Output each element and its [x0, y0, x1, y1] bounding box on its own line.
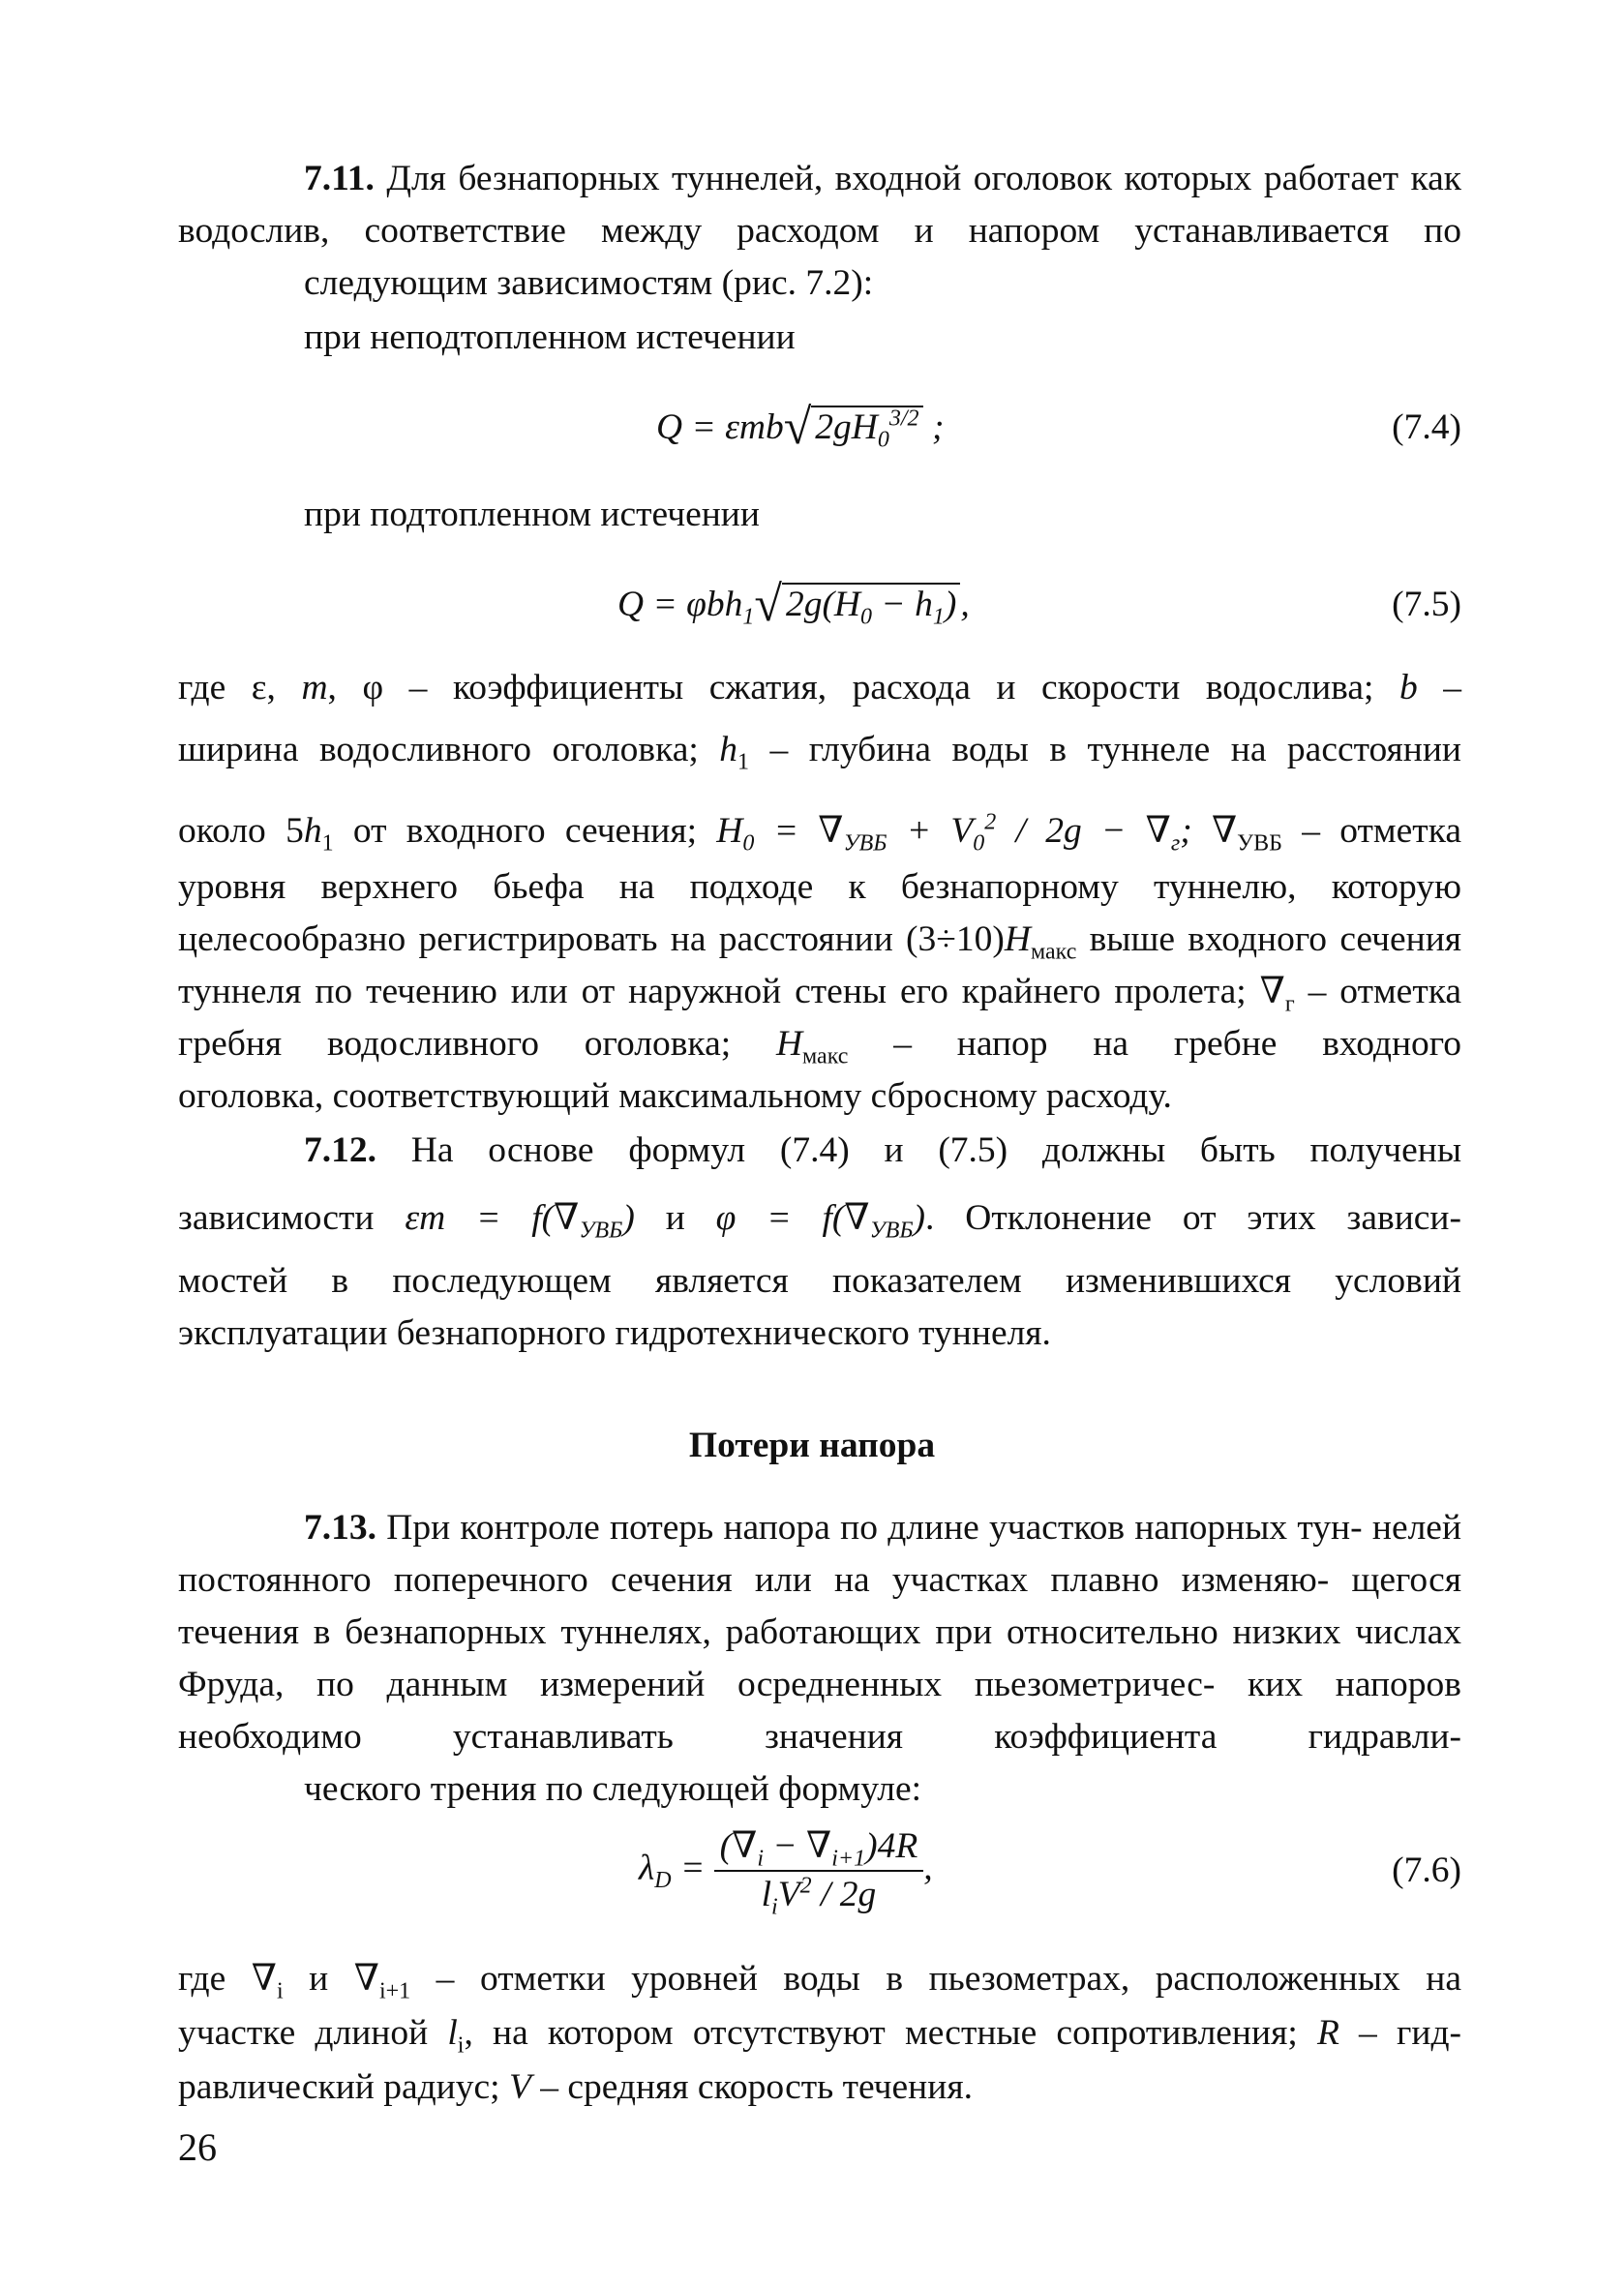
- inline-formula-h0: $H_0 = \nabla_{УВБ} + V_0^2 / 2g - \nabla_г$;: [716, 809, 1192, 857]
- text-line: нелей постоянного поперечного сечения или на участках плавно изменяю-: [178, 1508, 1462, 1600]
- inline-formula-em: $\varepsilon m = f(\nabla_{УВБ})$: [405, 1198, 635, 1244]
- where-clause-continuation: [178, 861, 1461, 1123]
- text-line: ких напоров необходимо устанавливать значения коэффициента гидравли-: [178, 1665, 1461, 1757]
- text-line: следующим зависимостям (рис. 7.2):: [304, 263, 874, 303]
- text-line: равлический радиус; V – средняя скорость течения.: [178, 2067, 973, 2107]
- text-line: щегося течения в безнапорных туннелях, работающих при относительно: [178, 1560, 1461, 1652]
- case-label-free-flow: при неподтопленном истечении: [304, 317, 796, 357]
- text-line: как водослив, соответствие между расходом и напором устанавливается по: [178, 159, 1462, 251]
- inline-symbol-uvb: $\nabla_{УВБ}$: [1211, 811, 1282, 857]
- text-line: сечения туннеля по течению или от наружной стены его крайнего пролета;: [178, 919, 1462, 1011]
- text-line: низких числах Фруда, по данным измерений осредненных пьезометричес-: [178, 1612, 1461, 1704]
- equation-number: (7.4): [1392, 407, 1461, 447]
- paragraph-7-13: [178, 1502, 1461, 1816]
- inline-formula-phi: $\varphi = f(\nabla_{УВБ})$: [715, 1198, 926, 1244]
- equation-number: (7.5): [1392, 585, 1461, 624]
- text-line: уровня верхнего бьефа на подходе к безнапорному туннелю, которую: [178, 867, 1461, 907]
- page-number: 26: [178, 2125, 217, 2169]
- text-line: эксплуатации безнапорного гидротехнического туннеля.: [178, 1313, 1051, 1353]
- text-line: ческого трения по следующей формуле:: [304, 1769, 922, 1809]
- section-heading: Потери напора: [688, 1426, 936, 1465]
- text-line: где $\nabla_i$ и $\nabla_{i+1}$ – отметки уровней воды в пьезометрах, расположенных на: [178, 1959, 1462, 2004]
- formula-7-6: $\lambda_D$ = $\frac{(\nabla_i - \nabla_{i+1})4R}{l_iV^2 / 2g}$ ,: [639, 1823, 933, 1918]
- paragraph-7-11: [178, 153, 1461, 310]
- formula-7-5: Q = φbh$_1$√ $2g(H_0 - h_1)$ ,: [617, 577, 970, 632]
- paragraph-number: 7.13.: [304, 1508, 376, 1548]
- text-line: целесообразно регистрировать на расстоянии $(3\div 10)H_{макс}$ выше входного: [178, 919, 1328, 965]
- text-line: ширина водосливного оголовка; $h_1$ – глубина воды в туннеле на расстоянии: [178, 730, 1461, 775]
- formula-7-4: Q = εmb√ $2gH_0^{3/2}$ ;: [656, 400, 945, 455]
- text-line: около $5h_1$ от входного сечения; $H_0 = \nabla_{УВБ} + V_0^2 / 2g - \nabla_г$; $\nabla_{УВБ}$ – отметка: [178, 809, 1461, 857]
- paragraph-7-12: 7.12. На основе формул (7.4) и (7.5) должны быть получены: [304, 1130, 1462, 1170]
- text-line: При контроле потерь напора по длине участков напорных тун-: [386, 1508, 1363, 1548]
- text-line: Для безнапорных туннелей, входной оголовок которых работает: [386, 159, 1399, 198]
- paragraph-7-12-cont: [178, 1255, 1461, 1360]
- text-line: $\nabla_г$ – отметка гребня водосливного оголовка; $H_{макс}$ – напор на гребне входного: [178, 972, 1462, 1069]
- text-line: оголовка, соответствующий максимальному сбросному расходу.: [178, 1076, 1172, 1116]
- text-line: мостей в последующем является показателем изменившихся условий: [178, 1261, 1461, 1301]
- text-line: зависимости $\varepsilon m = f(\nabla_{УВБ})$ и $\varphi = f(\nabla_{УВБ})$. Отклонение от этих зависи-: [178, 1198, 1461, 1244]
- text-line: участке длиной $l_i$, на котором отсутствуют местные сопротивления; R – гид-: [178, 2013, 1462, 2059]
- equation-number: (7.6): [1392, 1851, 1461, 1890]
- text-line: где ε, m, φ – коэффициенты сжатия, расхода и скорости водослива; b –: [178, 668, 1461, 707]
- paragraph-number: 7.11.: [304, 159, 375, 198]
- case-label-submerged-flow: при подтопленном истечении: [304, 495, 760, 534]
